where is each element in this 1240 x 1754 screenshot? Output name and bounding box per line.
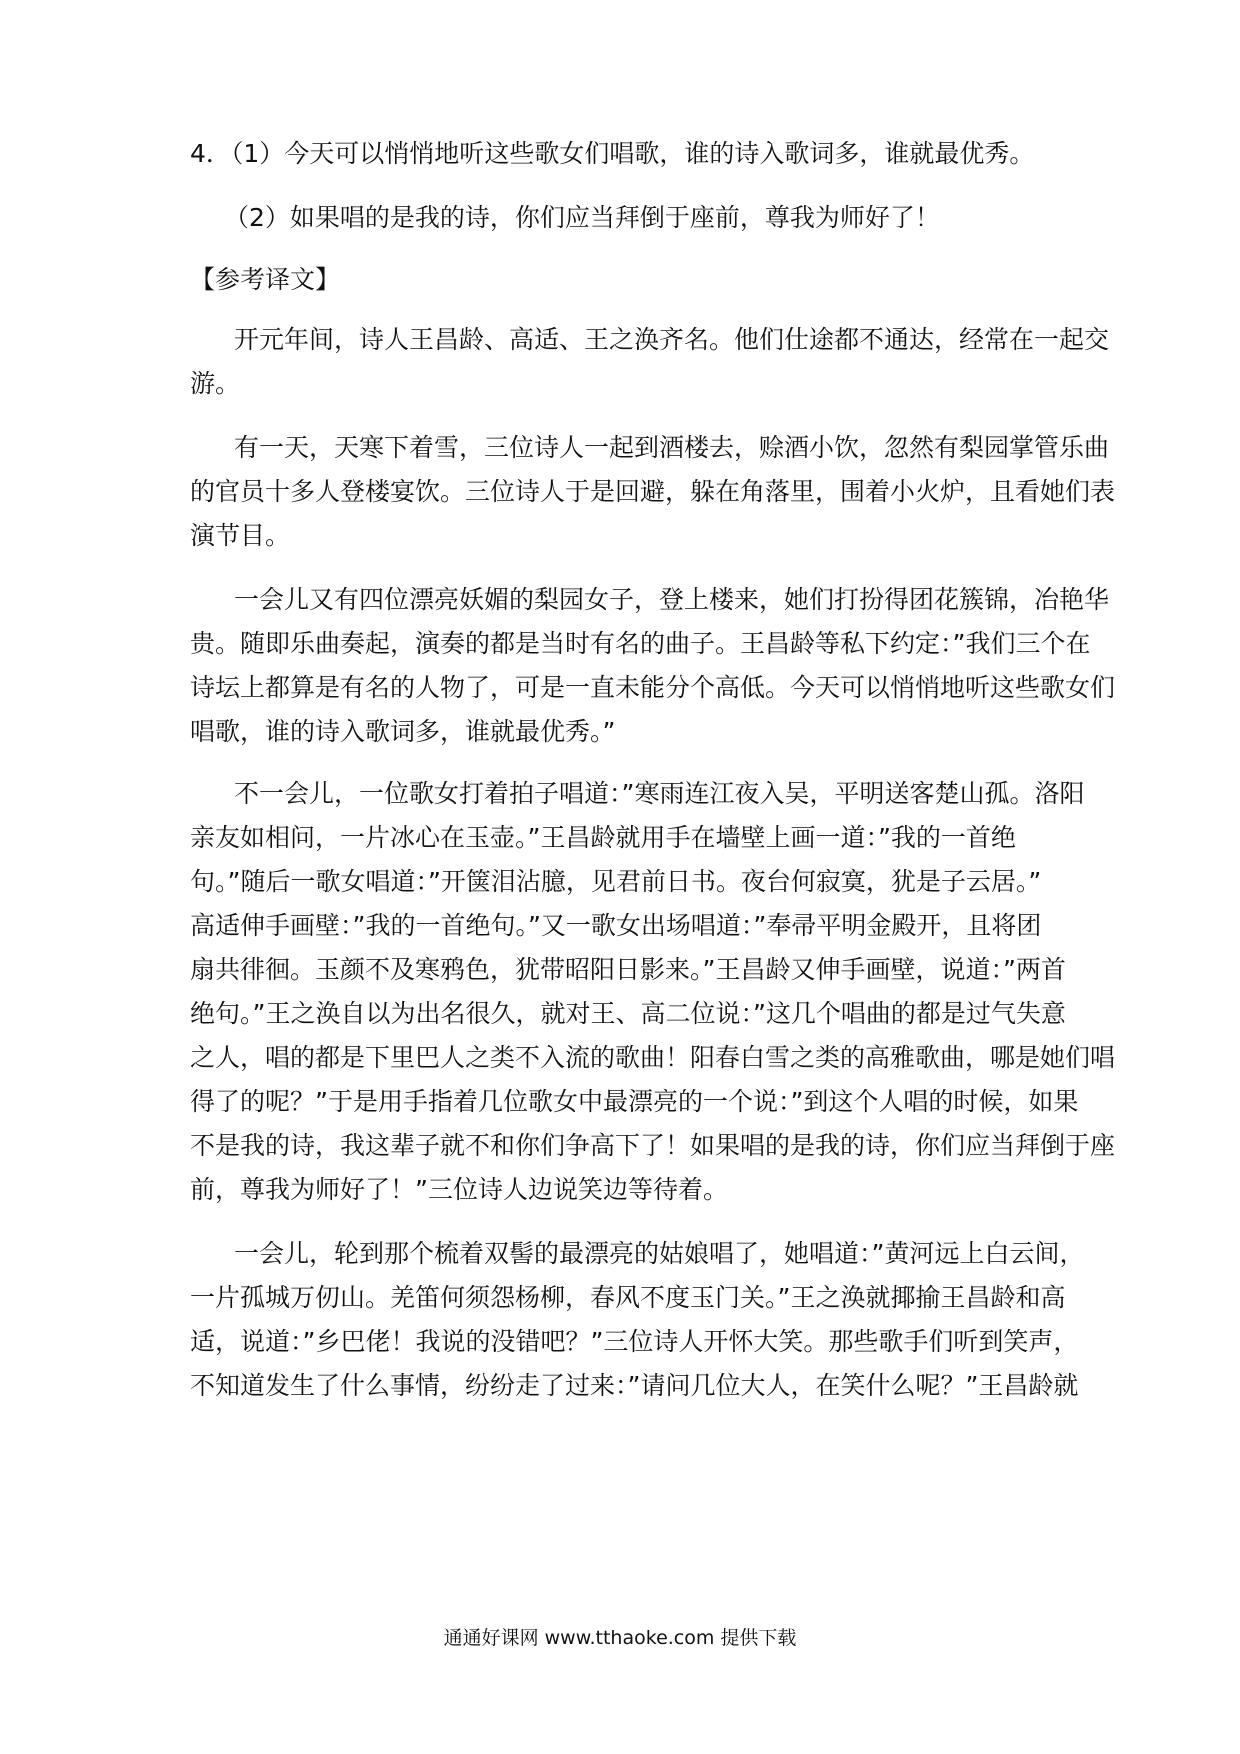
paragraph-4-line-2: 亲友如相问，一片冰心在玉壶。”王昌龄就用手在墙壁上画一道：”我的一首绝: [190, 823, 1016, 852]
paragraph-1-line-2: 游。: [190, 369, 241, 398]
paragraph-1-line-1: 开元年间，诗人王昌龄、高适、王之涣齐名。他们仕途都不通达，经常在一起交: [234, 325, 1110, 354]
paragraph-5-line-2: 一片孤城万仞山。羌笛何须怨杨柳，春风不度玉门关。”王之涣就揶揄王昌龄和高: [190, 1283, 1066, 1312]
paragraph-3-line-4: 唱歌，谁的诗入歌词多，谁就最优秀。”: [190, 717, 616, 746]
paragraph-4-line-1: 不一会儿，一位歌女打着拍子唱道：”寒雨连江夜入吴，平明送客楚山孤。洛阳: [234, 779, 1085, 808]
paragraph-5-line-3: 适，说道：”乡巴佬！我说的没错吧？”三位诗人开怀大笑。那些歌手们听到笑声，: [190, 1327, 1079, 1356]
paragraph-3-line-2: 贵。随即乐曲奏起，演奏的都是当时有名的曲子。王昌龄等私下约定：”我们三个在: [190, 629, 1091, 658]
translation-heading: 【参考译文】: [190, 265, 341, 294]
paragraph-4-line-9: 不是我的诗，我这辈子就不和你们争高下了！如果唱的是我的诗，你们应当拜倒于座: [190, 1131, 1116, 1160]
paragraph-5-line-1: 一会儿，轮到那个梳着双髻的最漂亮的姑娘唱了，她唱道：”黄河远上白云间，: [234, 1239, 1085, 1268]
paragraph-2-line-2: 的官员十多人登楼宴饮。三位诗人于是回避，躲在角落里，围着小火炉，且看她们表: [190, 477, 1116, 506]
paragraph-3-line-3: 诗坛上都算是有名的人物了，可是一直未能分个高低。今天可以悄悄地听这些歌女们: [190, 673, 1116, 702]
paragraph-4-line-5: 扇共徘徊。玉颜不及寒鸦色，犹带昭阳日影来。”王昌龄又伸手画壁，说道：”两首: [190, 955, 1066, 984]
paragraph-5-line-4: 不知道发生了什么事情，纷纷走了过来：”请问几位大人，在笑什么呢？”王昌龄就: [190, 1371, 1079, 1400]
answer-item-2: （2）如果唱的是我的诗，你们应当拜倒于座前，尊我为师好了！: [224, 203, 940, 232]
paragraph-4-line-10: 前，尊我为师好了！”三位诗人边说笑边等待着。: [190, 1175, 728, 1204]
paragraph-3-line-1: 一会儿又有四位漂亮妖媚的梨园女子，登上楼来，她们打扮得团花簇锦，冶艳华: [234, 585, 1110, 614]
paragraph-4-line-6: 绝句。”王之涣自以为出名很久，就对王、高二位说：”这几个唱曲的都是过气失意: [190, 999, 1066, 1028]
paragraph-4-line-3: 句。”随后一歌女唱道：”开箧泪沾臆，见君前日书。夜台何寂寞，犹是子云居。”: [190, 867, 1042, 896]
paragraph-4-line-7: 之人，唱的都是下里巴人之类不入流的歌曲！阳春白雪之类的高雅歌曲，哪是她们唱: [190, 1043, 1116, 1072]
paragraph-2-line-1: 有一天，天寒下着雪，三位诗人一起到酒楼去，赊酒小饮，忽然有梨园掌管乐曲: [234, 433, 1110, 462]
paragraph-2-line-3: 演节目。: [190, 521, 291, 550]
page-footer-watermark: 通通好课网 www.tthaoke.com 提供下载: [443, 1627, 797, 1649]
paragraph-4-line-4: 高适伸手画壁：”我的一首绝句。”又一歌女出场唱道：”奉帚平明金殿开，且将团: [190, 911, 1042, 940]
answer-item-1: 4．（1）今天可以悄悄地听这些歌女们唱歌，谁的诗入歌词多，谁就最优秀。: [190, 139, 1035, 168]
paragraph-4-line-8: 得了的呢？”于是用手指着几位歌女中最漂亮的一个说：”到这个人唱的时候，如果: [190, 1087, 1079, 1116]
